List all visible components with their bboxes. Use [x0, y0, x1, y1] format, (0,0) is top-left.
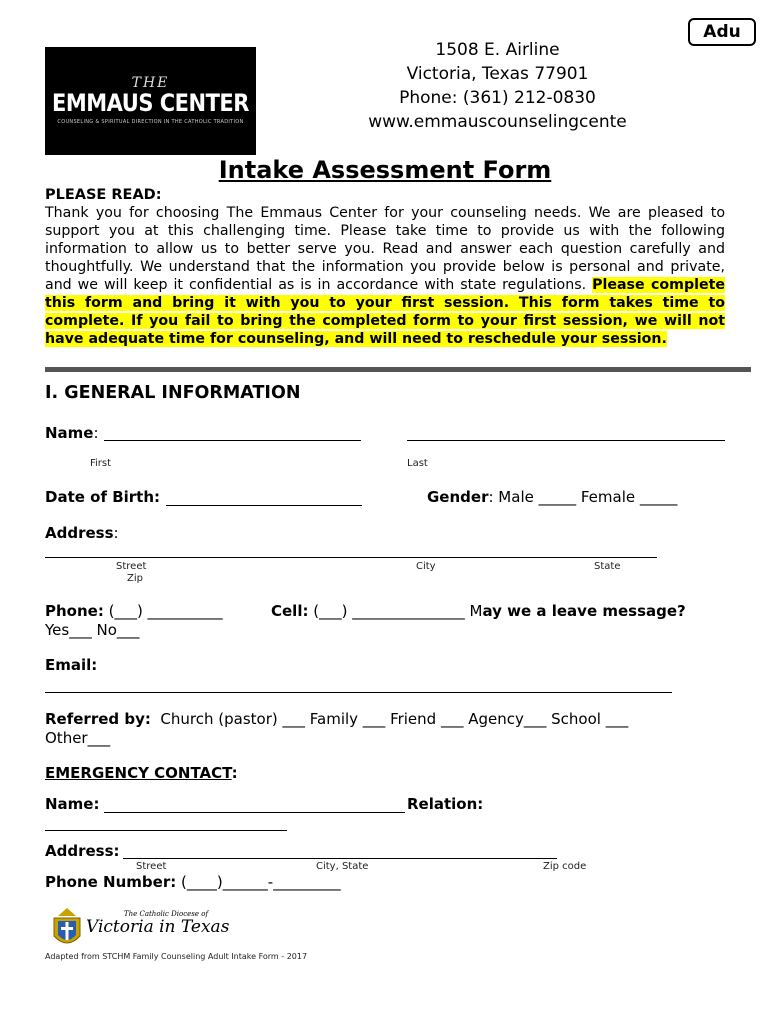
emergency-address-field[interactable] [123, 858, 557, 859]
gender-options[interactable]: : Male _____ Female _____ [488, 488, 678, 506]
emergency-city-state-caption: City, State [316, 861, 369, 872]
diocese-wordmark [86, 910, 246, 937]
diocese-logo [50, 906, 250, 952]
logo-tagline: COUNSELING & SPIRITUAL DIRECTION IN THE CATHOLIC TRADITION [57, 119, 244, 125]
leave-message-question: ay we a leave message? [482, 602, 686, 620]
diocese-line2: Victoria in Texas [86, 917, 230, 937]
emergency-phone-field[interactable]: (____)______-_________ [181, 873, 341, 891]
emergency-name-field[interactable] [104, 812, 405, 813]
phone-label: Phone: [45, 602, 104, 620]
emergency-heading: EMERGENCY CONTACT [45, 764, 232, 782]
referred-row[interactable] [45, 710, 628, 728]
address-city-caption: City [416, 561, 436, 572]
message-m: M [469, 602, 483, 620]
footer-note: Adapted from STCHM Family Counseling Adult Intake Form - 2017 [45, 952, 308, 961]
logo-name-text: EMMAUS CENTER [52, 89, 249, 117]
diocese-crest-icon [50, 906, 84, 952]
dob-field[interactable] [166, 505, 362, 506]
address-colon: : [113, 524, 119, 542]
emergency-name-label: Name: [45, 795, 100, 813]
emergency-address-label: Address: [45, 842, 120, 860]
last-name-field[interactable] [407, 440, 725, 441]
last-name-caption: Last [407, 458, 428, 469]
address-zip-caption: Zip [127, 573, 143, 584]
phone-row[interactable] [45, 602, 223, 620]
address-city: Victoria, Texas 77901 [406, 64, 589, 84]
emmaus-center-logo [45, 47, 256, 155]
intro-text: Thank you for choosing The Emmaus Center for your counseling needs. We are pleased to support you at this challenging time. Please take time to provide us with the following information to allow us to better serve you. Read and answer each question carefully and thoughtfully. We understand that the information you provide below is personal and private, and we will keep it confidential as is in accordance with state regulations. [45, 205, 725, 293]
logo-the-text: THE [131, 75, 170, 91]
email-field[interactable] [45, 692, 672, 693]
emergency-phone-label: Phone Number: [45, 873, 177, 891]
gender-label: Gender [427, 488, 489, 506]
name-label: Name [45, 424, 94, 442]
first-name-caption: First [90, 458, 112, 469]
referred-label: Referred by: [45, 710, 151, 728]
form-type-tag: Adu [688, 18, 756, 46]
leave-message-options[interactable]: Yes___ No___ [45, 621, 140, 639]
address-website: www.emmauscounselingcente [368, 112, 627, 132]
address-field[interactable] [45, 557, 657, 558]
name-colon: : [93, 424, 99, 442]
page-title: Intake Assessment Form [218, 156, 552, 184]
dob-label: Date of Birth: [45, 488, 161, 506]
referred-other[interactable]: Other___ [45, 729, 111, 747]
emergency-heading-row [45, 764, 238, 782]
intro-highlight: Please complete this form and bring it with you to your first session. This form takes time to complete. If you fail to bring the completed form to your first session, we will not have adequate time for counseling, and will need to reschedule your session. [45, 277, 725, 347]
referred-options[interactable]: Church (pastor) ___ Family ___ Friend ___ Agency___ School ___ [160, 710, 629, 728]
emergency-phone-row[interactable] [45, 873, 341, 891]
phone-field[interactable]: (___) __________ [108, 602, 223, 620]
gender-row[interactable] [427, 488, 677, 506]
emergency-relation-field[interactable] [45, 830, 287, 831]
emergency-zip-caption: Zip code [543, 861, 587, 872]
name-label-row [45, 424, 99, 442]
section-divider [45, 367, 751, 372]
email-label: Email: [45, 656, 98, 674]
please-read-heading: PLEASE READ: [45, 187, 162, 203]
emergency-colon: : [231, 764, 238, 782]
first-name-field[interactable] [104, 440, 361, 441]
emergency-relation-label: Relation: [407, 795, 484, 813]
cell-label: Cell: [271, 602, 309, 620]
cell-field[interactable]: (___) _______________ [313, 602, 465, 620]
address-state-caption: State [594, 561, 621, 572]
address-label: Address [45, 524, 114, 542]
intro-block [45, 186, 725, 348]
cell-row[interactable] [271, 602, 686, 620]
address-label-row [45, 524, 119, 542]
diocese-line1: The Catholic Diocese of [123, 910, 209, 918]
emergency-street-caption: Street [136, 861, 167, 872]
section-general-information: I. GENERAL INFORMATION [45, 383, 301, 403]
address-street: 1508 E. Airline [435, 40, 560, 60]
address-phone: Phone: (361) 212-0830 [399, 88, 596, 108]
address-street-caption: Street [116, 561, 147, 572]
